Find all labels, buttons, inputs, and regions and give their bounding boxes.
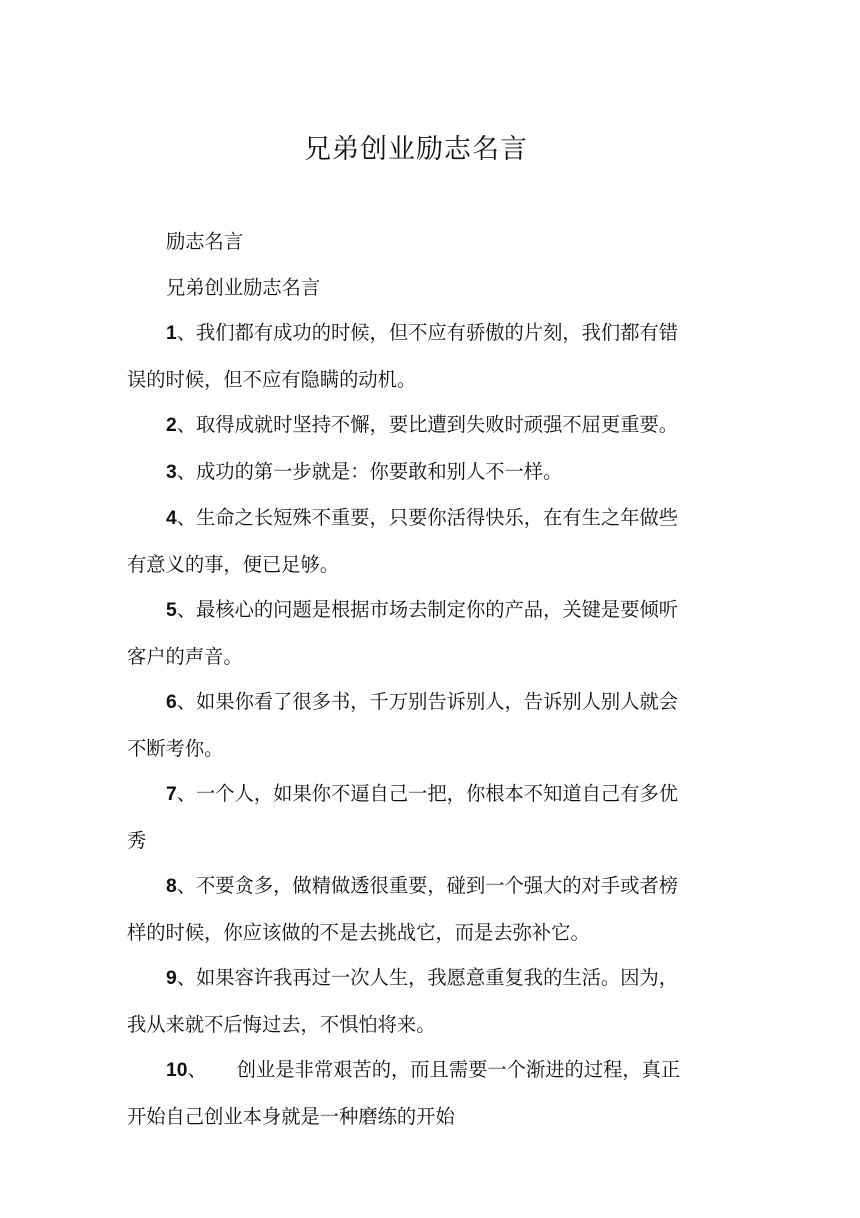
quote-separator: 、 (176, 874, 197, 897)
quote-separator: 、 (187, 1058, 207, 1081)
quote-text: 我们都有成功的时候，但不应有骄傲的片刻，我们都有错误的时候，但不应有隐瞒的动机。 (127, 321, 679, 391)
quote-number: 3 (166, 461, 177, 483)
quote-number: 10 (166, 1060, 188, 1081)
category-label: 励志名言 (166, 230, 244, 253)
quote-separator: 、 (176, 321, 197, 344)
quote-item (127, 310, 697, 402)
quote-separator: 、 (176, 459, 197, 483)
quote-text: 成功的第一步就是：你要敢和别人不一样。 (196, 459, 563, 483)
quote-separator: 、 (176, 598, 197, 621)
quote-number: 5 (166, 600, 177, 621)
quote-item (127, 402, 697, 449)
quote-text: 如果你看了很多书，千万别告诉别人，告诉别人别人就会不断考你。 (127, 690, 679, 760)
quote-item (127, 679, 697, 771)
quote-item (127, 1047, 697, 1139)
quote-item (127, 449, 697, 496)
quote-number: 6 (166, 692, 177, 713)
quote-text: 创业是非常艰苦的，而且需要一个渐进的过程，真正开始自己创业本身就是一种磨练的开始 (127, 1058, 681, 1128)
quote-item (127, 495, 697, 587)
quote-separator: 、 (176, 966, 197, 989)
quote-separator: 、 (176, 413, 197, 436)
quote-list (127, 310, 697, 1139)
quote-item (127, 587, 697, 679)
quote-item (127, 955, 697, 1047)
quote-number: 4 (166, 508, 177, 529)
document-title: 兄弟创业励志名言 (304, 134, 528, 165)
quote-item (127, 863, 697, 955)
quote-number: 9 (166, 968, 177, 989)
quote-separator: 、 (176, 690, 197, 713)
quote-text: 一个人，如果你不逼自己一把，你根本不知道自己有多优秀 (127, 782, 679, 852)
document-body (127, 219, 697, 1139)
quote-text: 不要贪多，做精做透很重要，碰到一个强大的对手或者榜样的时候，你应该做的不是去挑战它，而是去弥补它。 (127, 874, 679, 944)
quote-item (127, 771, 697, 863)
quote-separator: 、 (176, 506, 197, 529)
subtitle: 兄弟创业励志名言 (166, 275, 321, 299)
quote-number: 2 (166, 415, 177, 436)
quote-number: 8 (166, 876, 177, 897)
quote-text: 生命之长短殊不重要，只要你活得快乐，在有生之年做些有意义的事，便已足够。 (127, 506, 679, 576)
quote-text: 最核心的问题是根据市场去制定你的产品，关键是要倾听客户的声音。 (127, 598, 679, 668)
quote-number: 1 (166, 323, 177, 344)
quote-separator: 、 (176, 782, 197, 805)
quote-text: 如果容许我再过一次人生，我愿意重复我的生活。因为，我从来就不后悔过去，不惧怕将来。 (127, 966, 679, 1036)
quote-text: 取得成就时坚持不懈，要比遭到失败时顽强不屈更重要。 (196, 413, 679, 436)
quote-number: 7 (166, 784, 177, 805)
